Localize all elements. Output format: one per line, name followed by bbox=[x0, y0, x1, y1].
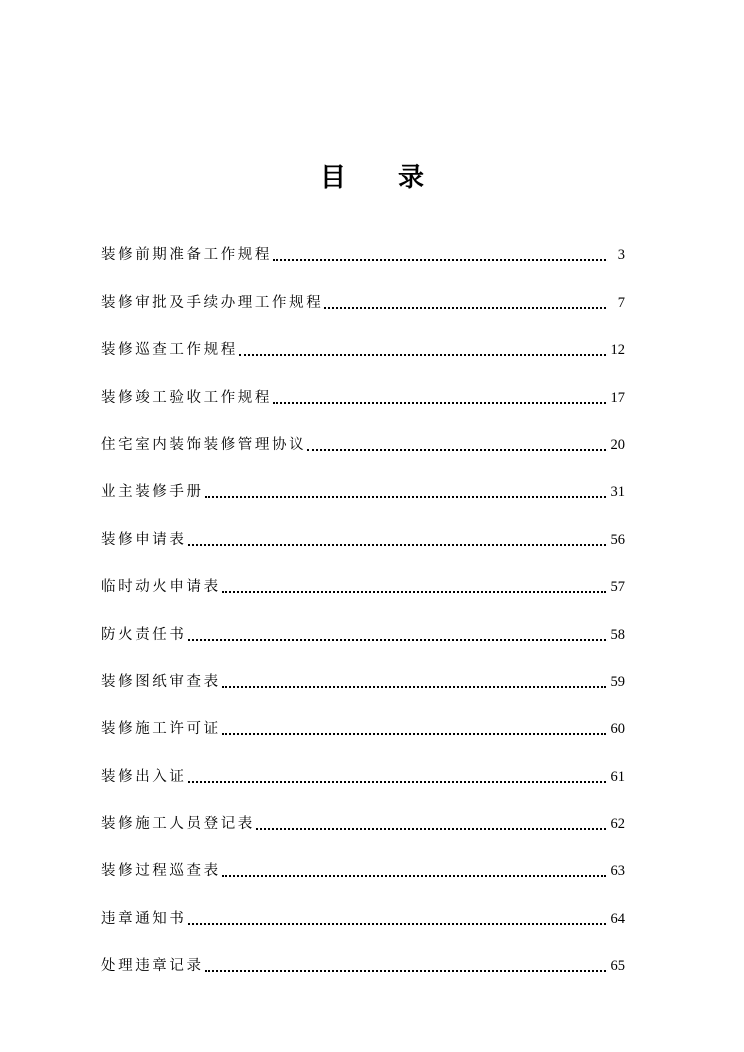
toc-entry-page: 64 bbox=[610, 910, 625, 927]
toc-entry[interactable] bbox=[101, 269, 625, 316]
toc-leader-dots bbox=[188, 781, 607, 783]
page-title-char-2: 录 bbox=[398, 163, 425, 193]
toc-entry-page: 60 bbox=[610, 721, 625, 738]
toc-entry-label: 装修审批及手续办理工作规程 bbox=[101, 294, 324, 311]
toc-leader-dots bbox=[222, 686, 606, 688]
toc-entry-label: 处理违章记录 bbox=[101, 958, 204, 975]
toc-entry-page: 65 bbox=[610, 958, 625, 975]
toc-leader-dots bbox=[205, 970, 606, 972]
toc-entry[interactable] bbox=[101, 364, 625, 411]
toc-leader-dots bbox=[222, 591, 606, 593]
toc-entry[interactable] bbox=[101, 459, 625, 506]
toc-entry-page: 12 bbox=[610, 342, 625, 359]
toc-entry-label: 防火责任书 bbox=[101, 626, 187, 643]
page-title bbox=[0, 158, 744, 198]
toc-leader-dots bbox=[239, 354, 606, 356]
toc-entry-label: 业主装修手册 bbox=[101, 484, 204, 501]
toc-entry[interactable] bbox=[101, 222, 625, 269]
toc-leader-dots bbox=[273, 259, 606, 261]
toc-entry[interactable] bbox=[101, 743, 625, 790]
toc-leader-dots bbox=[307, 449, 606, 451]
toc-entry-page: 3 bbox=[617, 247, 625, 264]
toc-entry-page: 20 bbox=[610, 436, 625, 453]
toc-entry[interactable] bbox=[101, 317, 625, 364]
toc-entry[interactable] bbox=[101, 933, 625, 980]
toc-entry-page: 63 bbox=[610, 863, 625, 880]
toc-entry-label: 住宅室内装饰装修管理协议 bbox=[101, 436, 307, 453]
toc-entry-label: 装修申请表 bbox=[101, 531, 187, 548]
toc-entry[interactable] bbox=[101, 649, 625, 696]
toc-entry-label: 装修图纸审查表 bbox=[101, 673, 221, 690]
toc-entry-label: 装修施工许可证 bbox=[101, 721, 221, 738]
toc-entry-label: 装修巡查工作规程 bbox=[101, 342, 238, 359]
toc-leader-dots bbox=[188, 923, 607, 925]
toc-leader-dots bbox=[273, 402, 606, 404]
toc-leader-dots bbox=[222, 733, 606, 735]
toc-entry-label: 临时动火申请表 bbox=[101, 579, 221, 596]
toc-entry[interactable] bbox=[101, 506, 625, 553]
toc-leader-dots bbox=[256, 828, 606, 830]
toc-entry[interactable] bbox=[101, 838, 625, 885]
toc-leader-dots bbox=[205, 496, 606, 498]
toc-entry-page: 61 bbox=[610, 768, 625, 785]
toc-entry-page: 57 bbox=[610, 579, 625, 596]
toc-entry[interactable] bbox=[101, 601, 625, 648]
toc-entry-label: 装修前期准备工作规程 bbox=[101, 247, 272, 264]
toc-entry-label: 装修出入证 bbox=[101, 768, 187, 785]
toc-leader-dots bbox=[324, 307, 606, 309]
toc-entry[interactable] bbox=[101, 554, 625, 601]
toc-entry[interactable] bbox=[101, 696, 625, 743]
toc-entry-page: 62 bbox=[610, 816, 625, 833]
toc-entry-page: 59 bbox=[610, 673, 625, 690]
toc-entry-page: 31 bbox=[610, 484, 625, 501]
toc-entry[interactable] bbox=[101, 791, 625, 838]
toc-leader-dots bbox=[188, 639, 607, 641]
toc-entry-page: 17 bbox=[610, 389, 625, 406]
toc-entry-label: 装修施工人员登记表 bbox=[101, 816, 255, 833]
toc-entry-label: 违章通知书 bbox=[101, 910, 187, 927]
toc-entry[interactable] bbox=[101, 412, 625, 459]
toc-entry[interactable] bbox=[101, 885, 625, 932]
table-of-contents bbox=[101, 222, 625, 980]
toc-entry-page: 7 bbox=[617, 294, 625, 311]
toc-leader-dots bbox=[222, 875, 606, 877]
toc-leader-dots bbox=[188, 544, 607, 546]
page-title-char-1: 目 bbox=[319, 163, 346, 193]
toc-entry-page: 56 bbox=[610, 531, 625, 548]
toc-entry-label: 装修过程巡查表 bbox=[101, 863, 221, 880]
toc-entry-label: 装修竣工验收工作规程 bbox=[101, 389, 272, 406]
toc-entry-page: 58 bbox=[610, 626, 625, 643]
